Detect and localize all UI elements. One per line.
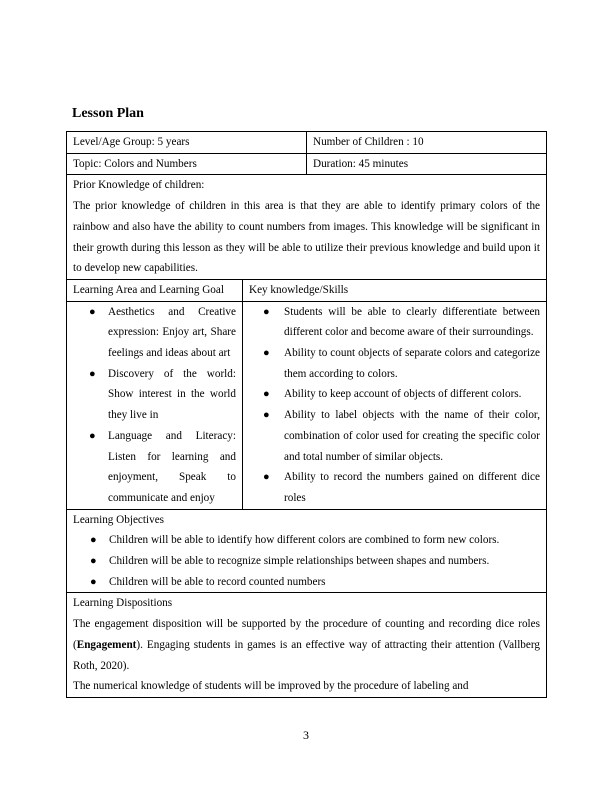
list-item bbox=[73, 530, 540, 551]
list-item bbox=[249, 343, 540, 384]
list-item bbox=[249, 467, 540, 508]
lesson-plan-table bbox=[66, 131, 547, 698]
key-skills-cell bbox=[243, 301, 547, 509]
level-cell: Level/Age Group: 5 years bbox=[67, 132, 307, 154]
key-skills-heading: Key knowledge/Skills bbox=[243, 279, 547, 301]
children-cell: Number of Children : 10 bbox=[307, 132, 547, 154]
prior-knowledge-text: The prior knowledge of children in this area is that they are able to identify primary colors of the rainbow and also have the ability to count numbers from images. This knowledge will be significant in their growth during this lesson as they will be able to utilize their previous knowledge and build upon it to develop new capabilities. bbox=[73, 200, 540, 275]
learning-area-cell bbox=[67, 301, 243, 509]
bullet-icon: ● bbox=[263, 388, 270, 401]
page-number: 3 bbox=[303, 728, 309, 742]
learning-area-list bbox=[73, 302, 236, 509]
list-item bbox=[249, 405, 540, 467]
bullet-icon: ● bbox=[90, 534, 97, 547]
engagement-term: Engagement bbox=[76, 638, 137, 651]
key-skills-list bbox=[249, 302, 540, 509]
list-item bbox=[73, 426, 236, 509]
page-title: Lesson Plan bbox=[72, 106, 144, 121]
bullet-icon: ● bbox=[90, 555, 97, 568]
list-item-text: Children will be able to identify how different colors are combined to form new colors. bbox=[109, 534, 500, 547]
dispositions-paragraph-2: The numerical knowledge of students will be improved by the procedure of labeling and bbox=[73, 680, 469, 693]
list-item-text: Discovery of the world: Show interest in the world they live in bbox=[108, 367, 236, 422]
table-row bbox=[67, 593, 547, 698]
list-item-text: Aesthetics and Creative expression: Enjoy art, Share feelings and ideas about art bbox=[108, 305, 236, 360]
table-row bbox=[67, 509, 547, 593]
table-row bbox=[67, 279, 547, 301]
list-item-text: Ability to label objects with the name of their color, combination of color used for creating the specific color and total number of similar objects. bbox=[284, 409, 540, 463]
list-item-text: Students will be able to clearly differentiate between different color and become aware of their surroundings. bbox=[284, 305, 540, 339]
bullet-icon: ● bbox=[263, 305, 270, 318]
table-row bbox=[67, 153, 547, 175]
prior-knowledge-cell bbox=[67, 175, 547, 280]
bullet-icon: ● bbox=[263, 347, 270, 360]
topic-cell: Topic: Colors and Numbers bbox=[67, 153, 307, 175]
list-item bbox=[249, 384, 540, 405]
dispositions-text-end: ). Engaging students in games is an effective way of attracting their attention (Vallberg Roth, 2020). bbox=[73, 638, 540, 672]
list-item-text: Children will be able to record counted numbers bbox=[109, 575, 326, 588]
learning-dispositions-cell bbox=[67, 593, 547, 698]
table-row bbox=[67, 175, 547, 280]
learning-objectives-heading: Learning Objectives bbox=[73, 513, 165, 526]
list-item-text: Ability to keep account of objects of different colors. bbox=[284, 388, 522, 401]
bullet-icon: ● bbox=[90, 575, 97, 588]
list-item bbox=[249, 302, 540, 343]
bullet-icon: ● bbox=[89, 305, 96, 318]
dispositions-paragraph bbox=[73, 614, 540, 676]
table-row bbox=[67, 132, 547, 154]
list-item-text: Ability to count objects of separate colors and categorize them according to colors. bbox=[284, 347, 540, 380]
list-item bbox=[73, 551, 540, 572]
bullet-icon: ● bbox=[263, 471, 270, 484]
prior-knowledge-heading: Prior Knowledge of children: bbox=[73, 179, 205, 192]
list-item-text: Ability to record the numbers gained on different dice roles bbox=[284, 471, 540, 504]
bullet-icon: ● bbox=[89, 429, 96, 442]
list-item bbox=[73, 572, 540, 593]
bullet-icon: ● bbox=[89, 367, 96, 380]
dispositions-text-start: The engagement disposition will be supported by the procedure of counting and recording dice roles ( bbox=[73, 618, 540, 651]
learning-objectives-cell bbox=[67, 509, 547, 593]
learning-area-heading: Learning Area and Learning Goal bbox=[67, 279, 243, 301]
duration-cell: Duration: 45 minutes bbox=[307, 153, 547, 175]
list-item-text: Children will be able to recognize simple relationships between shapes and numbers. bbox=[109, 555, 490, 568]
learning-objectives-list bbox=[73, 530, 540, 592]
learning-dispositions-heading: Learning Dispositions bbox=[73, 597, 173, 610]
list-item-text: Language and Literacy: Listen for learning and enjoyment, Speak to communicate and enjoy bbox=[108, 429, 236, 504]
table-row bbox=[67, 301, 547, 509]
bullet-icon: ● bbox=[263, 409, 270, 422]
list-item bbox=[73, 302, 236, 364]
list-item bbox=[73, 364, 236, 426]
